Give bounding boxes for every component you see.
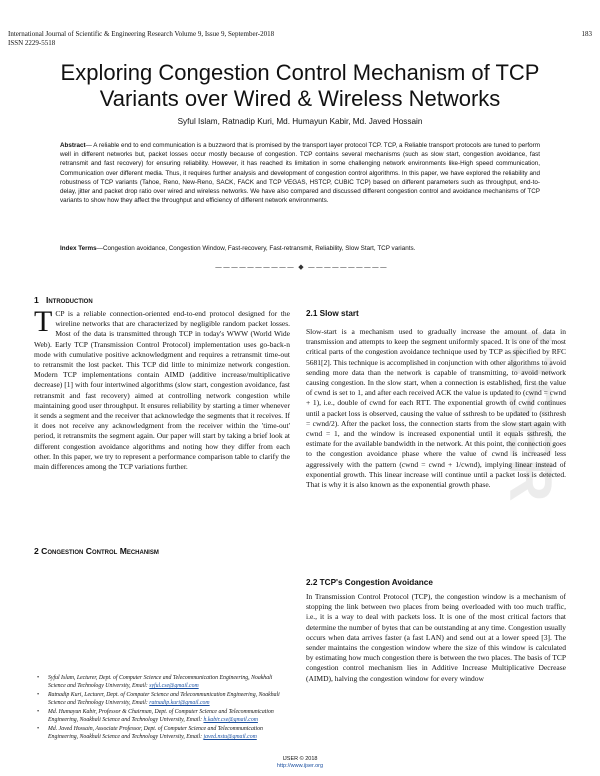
section-1-text: CP is a reliable connection-oriented end-to-end protocol designed for the wireline networks that are characterized by negligible random packet losses. Most of the data is transmitted through TCP in today's WWW (World Wide Web). Early TCP (Transmission Control Protocol) implementation uses go-back-n mode with cumulative positive acknowledgment and requires a retransmit time-out to retransmit the lost packet. This TCP did little to minimize network congestion. Modern TCP implementations contain AIMD (additive increase/multiplicative decrease) [1] with four intertwined algorithms (slow start, congestion avoidance, fast retransmit and fast recovery) aimed at controlling network congestion while maintaining good user throughput. It ensures reliability by starting a timer whenever it sends a segment and the receiver that acknowledge the segments that it receives. If it does not receive any acknowledgment from the receiver within the 'time-out' period, it retransmits the segment again. Our paper will start by taking a brief look at different congestion avoidance algorithms and noting how they differ from each other. In this paper, we try to represent a performance comparison table to clarify the main differences among the TCP variations further. [34, 309, 290, 472]
title-line-1: Exploring Congestion Control Mechanism of TCP [60, 60, 540, 85]
watermark-text: IJSER [497, 328, 564, 502]
section-2-2-body: In Transmission Control Protocol (TCP), the congestion window is a mechanism of stopping the link between two places from being overloaded with too much traffic, i.e., it is a way to deal with packets loss. It is one of the most critical factors that determine the number of bytes that can be outstanding at any time. Congestion usually occurs when data arrives faster (a fast LAN) and send out at a lower speed [3]. The sender maintains the congestion window where the size of this window is calculated by estimating how much congestion there is between the two places. The basis of TCP congestion control mechanism lies in Additive Increase Multiplicative Decrease (AIMD), halving the congestion window for every window [306, 592, 566, 683]
page-number: 183 [581, 30, 592, 38]
section-1-number: 1 [34, 295, 39, 305]
index-terms [60, 244, 540, 253]
paper-title [20, 60, 580, 112]
issn: ISSN 2229-5518 [8, 39, 56, 47]
title-line-2: Variants over Wired & Wireless Networks [99, 86, 501, 111]
author-footnotes [34, 674, 290, 742]
index-terms-text: —Congestion avoidance, Congestion Window, Fast-recovery, Fast-retransmit, Reliability, Slow Start, TCP variants. [96, 245, 416, 252]
section-2-1-heading: 2.1 Slow start [306, 309, 359, 318]
abstract-label: Abstract [60, 142, 86, 149]
footnote-1-email[interactable]: syful.cse@gmail.com [149, 683, 199, 689]
footnote-2-email[interactable]: ratnadip.kuri@gmail.com [149, 700, 210, 706]
separator: —————————— ◆ —————————— [215, 263, 388, 271]
section-1-body [34, 305, 290, 472]
section-2-title: Congestion Control Mechanism [41, 546, 159, 556]
footer-link[interactable]: http://www.ijser.org [276, 763, 324, 769]
footnote-1: • Syful Islam, Lecturer, Dept. of Computer Science and Telecommunication Engineering, Noakhali Science and Technology University, Email: syful.cse@gmail.com [37, 675, 273, 689]
section-2-2-heading: 2.2 TCP's Congestion Avoidance [306, 578, 433, 587]
footnote-4-email[interactable]: javed.nstu@gmail.com [203, 734, 257, 740]
index-terms-label: Index Terms [60, 245, 97, 252]
footnote-2: • Ratnadip Kuri, Lecturer, Dept. of Computer Science and Telecommunication Engineering, Noakhali Science and Technology University, Email: ratnadip.kuri@gmail.com [37, 692, 280, 706]
footnote-3-email[interactable]: h.kabir.cse@gmail.com [203, 717, 258, 723]
abstract [60, 141, 540, 205]
section-2-1-body: Slow-start is a mechanism used to gradually increase the amount of data in transmission and attempts to keep the segment uniformly spaced. It is one of the most critical parts of the congestion avoidance technique used by TCP as specified by RFC 5681[2]. This technique is accomplished in conjunction with other algorithms to avoid sending more data than the network is capable of transmitting, to avoid network causing congestion. In the slow start, when a connection is established, first the value of cwnd is set to 1, and after each received ACK the value is updated to (cwnd = cwnd + 1), i.e., double of cwnd for each RTT. The exponential growth of cwnd continues until a packet loss is observed, causing the value of ssthresh to be updated to (ssthresh = cwnd/2). After the packet loss, the connection starts from the slow start again with cwnd = 1, and the window is increased exponential until it equals ssthresh, the estimate for the available bandwidth in the network. At this point, the connection goes to the congestion avoidance phase where the value of cwnd is increased less aggressively with the pattern (cwnd = cwnd + 1/cwnd), implying linear instead of exponential growth. This linear increase will continue until a packet loss is detected. That is why it is also known as the exponential growth phase. [306, 327, 566, 490]
footer [200, 756, 400, 770]
footer-copyright: IJSER © 2018 [282, 756, 318, 762]
authors: Syful Islam, Ratnadip Kuri, Md. Humayun Kabir, Md. Javed Hossain [177, 117, 423, 126]
section-2-heading [34, 546, 290, 556]
section-2-number: 2 [34, 546, 39, 556]
footnote-4: • Md. Javed Hossain, Associate Professor, Dept. of Computer Science and Telecommunication Engineering, Noakhali Science and Technology University, Email: javed.nstu@gmail.com [37, 726, 263, 740]
abstract-text: — A reliable end to end communication is a buzzword that is promised by the transport layer protocol TCP. TCP, a Reliable transport protocols are tuned to perform well in different networks but, packet losses occur mostly because of congestion. TCP contains several mechanisms (such as slow start, congestion avoidance, fast retransmit and fast recovery) for ensuring reliability. However, it has reached its limitation in some challenging network environments like-High speed communication, Communication over different media. Thus, it requires further analysis and development of congestion control algorithms. In this paper, we have explored the reliability and robustness of TCP variants (Tahoe, Reno, New-Reno, SACK, FACK and TCP VEGAS, HSTCP, CUBIC TCP) based on different parameters such as throughput, end-to-delay, jitter and packet drop ratio over wired and wireless networks. We have also compared and discussed different congestion control and avoidance mechanisms of TCP variants to show how they affect the throughput and efficiency of different network environments. [60, 142, 540, 205]
footnote-3: • Md. Humayun Kabir, Professor & Chairman, Dept. of Computer Science and Telecommunication Engineering, Noakhali Science and Technology University, Email: h.kabir.cse@gmail.com [37, 709, 274, 723]
section-1-heading [34, 295, 290, 305]
journal-header: International Journal of Scientific & Engineering Research Volume 9, Issue 9, September-2018 [8, 30, 275, 38]
section-1-title: Introduction [45, 295, 93, 305]
dropcap: T [34, 305, 53, 338]
